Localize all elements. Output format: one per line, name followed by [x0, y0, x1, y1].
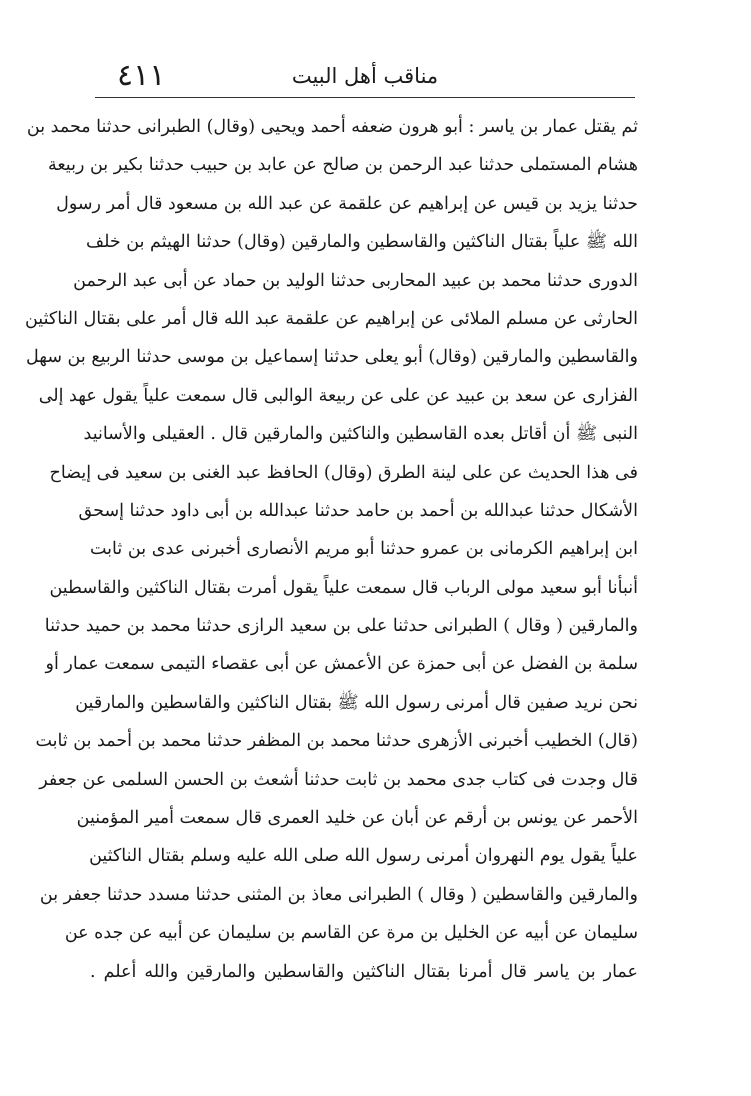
text-line: قال وجدت فى كتاب جدى محمد بن ثابت حدثنا أشعث بن الحسن السلمى عن جعفر [39, 769, 638, 790]
text-line: الحارثى عن مسلم الملائى عن إبراهيم عن علقمة عبد الله قال أمر على بقتال الناكثين [24, 308, 638, 329]
page-number: ٤١١ [117, 58, 166, 93]
text-line: الدورى حدثنا محمد بن عبيد المحاربى حدثنا الوليد بن حماد عن أبى عبد الرحمن [73, 270, 638, 291]
text-line: ثم يقتل عمار بن ياسر : أبو هرون ضعفه أحمد ويحيى (وقال) الطبرانى حدثنا محمد بن [26, 117, 638, 137]
text-line: حدثنا يزيد بن قيس عن إبراهيم عن علقمة عن عبد الله بن مسعود قال أمر رسول [56, 193, 638, 214]
text-line: والقاسطين والمارقين (وقال) أبو يعلى حدثنا إسماعيل بن موسى حدثنا الربيع بن سهل [26, 347, 638, 368]
text-line: النبى ﷺ أن أقاتل بعده القاسطين والناكثين والمارقين قال . العقيلى والأسانيد [83, 424, 638, 445]
text-line: الفزارى عن سعد بن عبيد عن على عن ربيعة الوالبى قال سمعت علياً يقول عهد إلى [38, 385, 638, 406]
text-line: سليمان عن أبيه عن الخليل بن مرة عن القاسم بن سليمان عن أبيه عن جده عن [64, 923, 638, 944]
page-header [95, 52, 635, 98]
text-line: نحن نريد صفين قال أمرنى رسول الله ﷺ بقتال الناكثين والقاسطين والمارقين [75, 692, 638, 713]
text-line: ابن إبراهيم الكرمانى بن عمرو حدثنا أبو مريم الأنصارى أخبرنى عدى بن ثابت [90, 539, 638, 560]
text-line: أنبأنا أبو سعيد مولى الرباب قال سمعت علياً يقول أمرت بقتال الناكثين والقاسطين [49, 577, 638, 598]
header-rule [95, 97, 635, 98]
text-line: علياً يقول يوم النهروان أمرنى رسول الله صلى الله عليه وسلم بقتال الناكثين [89, 846, 638, 867]
running-title: مناقب أهل البيت [291, 64, 439, 88]
text-line: (قال) الخطيب أخبرنى الأزهرى حدثنا محمد بن المظفر حدثنا محمد بن أحمد بن ثابت [35, 731, 638, 752]
body-text [24, 108, 638, 991]
text-line: الله ﷺ علياً بقتال الناكثين والقاسطين والمارقين (وقال) حدثنا الهيثم بن خلف [86, 232, 638, 253]
text-line: والمارقين والقاسطين ( وقال ) الطبرانى معاذ بن المثنى حدثنا مسدد حدثنا جعفر بن [39, 884, 638, 905]
text-line: عمار بن ياسر قال أمرنا بقتال الناكثين والقاسطين والمارقين والله أعلم . [90, 961, 638, 982]
text-line: الأشكال حدثنا عبدالله بن أحمد بن حامد حدثنا عبدالله بن أبى داود حدثنا إسحق [78, 500, 638, 521]
text-line: فى هذا الحديث عن على لينة الطرق (وقال) الحافظ عبد الغنى بن سعيد فى إيضاح [49, 462, 638, 483]
text-line: سلمة بن الفضل عن أبى حمزة عن الأعمش عن أبى عقصاء التيمى سمعت عمار أو [45, 654, 638, 675]
text-line: الأحمر عن يونس بن أرقم عن أبان عن خليد العمرى قال سمعت أمير المؤمنين [76, 808, 638, 829]
text-line: والمارقين ( وقال ) الطبرانى حدثنا على بن سعيد الرازى حدثنا محمد بن حميد حدثنا [44, 616, 638, 637]
text-line: هشام المستملى حدثنا عبد الرحمن بن صالح عن عابد بن حبيب حدثنا بكير بن ربيعة [47, 155, 638, 176]
